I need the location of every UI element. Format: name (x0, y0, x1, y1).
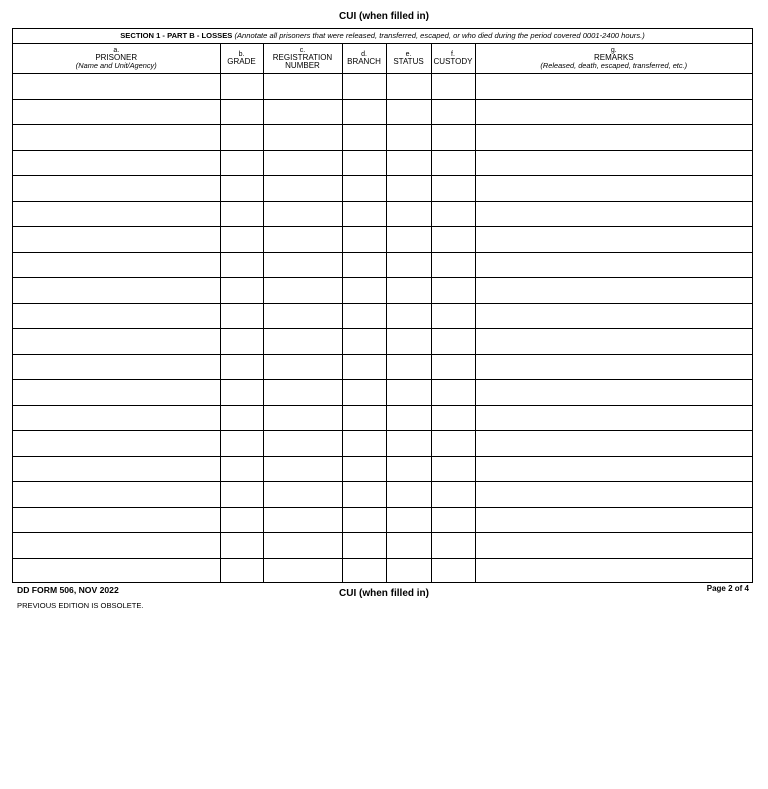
cell-remarks[interactable] (475, 354, 752, 380)
cell-prisoner[interactable] (13, 176, 220, 202)
cell-branch[interactable] (342, 278, 386, 304)
cell-remarks[interactable] (475, 252, 752, 278)
column-letter: f. (451, 50, 455, 58)
cell-custody[interactable] (431, 303, 475, 329)
cell-registration-number[interactable] (263, 150, 342, 176)
cell-branch[interactable] (342, 380, 386, 406)
column-letter: g. (610, 46, 617, 54)
cell-prisoner[interactable] (13, 558, 220, 583)
cell-registration-number[interactable] (263, 482, 342, 508)
table-row (13, 278, 752, 304)
cell-remarks[interactable] (475, 431, 752, 457)
cell-registration-number[interactable] (263, 431, 342, 457)
column-grade (220, 44, 263, 74)
cell-remarks[interactable] (475, 558, 752, 583)
cell-registration-number[interactable] (263, 456, 342, 482)
cell-prisoner[interactable] (13, 150, 220, 176)
cell-custody[interactable] (431, 558, 475, 583)
cell-prisoner[interactable] (13, 227, 220, 253)
table-row (13, 533, 752, 559)
cell-registration-number[interactable] (263, 227, 342, 253)
column-registration-number (263, 44, 342, 74)
table-row (13, 354, 752, 380)
cell-branch[interactable] (342, 354, 386, 380)
cell-custody[interactable] (431, 507, 475, 533)
table-row (13, 558, 752, 583)
cell-custody[interactable] (431, 533, 475, 559)
cell-registration-number[interactable] (263, 201, 342, 227)
cell-prisoner[interactable] (13, 278, 220, 304)
cell-registration-number[interactable] (263, 278, 342, 304)
cell-prisoner[interactable] (13, 482, 220, 508)
cell-grade[interactable] (220, 482, 263, 508)
cell-grade[interactable] (220, 405, 263, 431)
table-row (13, 405, 752, 431)
cell-custody[interactable] (431, 74, 475, 100)
column-letter: b. (238, 50, 245, 58)
cell-registration-number[interactable] (263, 303, 342, 329)
column-label: REMARKS (593, 52, 634, 62)
cell-registration-number[interactable] (263, 533, 342, 559)
cell-prisoner[interactable] (13, 303, 220, 329)
cell-prisoner[interactable] (13, 201, 220, 227)
cell-prisoner[interactable] (13, 380, 220, 406)
column-letter: e. (405, 50, 412, 58)
cell-status[interactable] (386, 405, 431, 431)
cell-grade[interactable] (220, 380, 263, 406)
cell-branch[interactable] (342, 150, 386, 176)
cell-status[interactable] (386, 99, 431, 125)
cell-status[interactable] (386, 558, 431, 583)
cell-grade[interactable] (220, 329, 263, 355)
cell-status[interactable] (386, 176, 431, 202)
cell-prisoner[interactable] (13, 431, 220, 457)
cell-status[interactable] (386, 74, 431, 100)
cell-remarks[interactable] (475, 303, 752, 329)
cell-prisoner[interactable] (13, 74, 220, 100)
column-label: BRANCH (347, 56, 381, 66)
cell-branch[interactable] (342, 303, 386, 329)
cell-branch[interactable] (342, 74, 386, 100)
table-row (13, 252, 752, 278)
cell-registration-number[interactable] (263, 354, 342, 380)
column-label: PRISONER (95, 52, 138, 62)
table-row (13, 176, 752, 202)
cell-registration-number[interactable] (263, 405, 342, 431)
cell-status[interactable] (386, 329, 431, 355)
table-row (13, 74, 752, 100)
cell-branch[interactable] (342, 99, 386, 125)
cell-branch[interactable] (342, 125, 386, 151)
cell-custody[interactable] (431, 201, 475, 227)
column-custody (431, 44, 475, 74)
losses-table (13, 44, 752, 583)
cell-branch[interactable] (342, 329, 386, 355)
cell-status[interactable] (386, 507, 431, 533)
cell-branch[interactable] (342, 176, 386, 202)
header-row (13, 44, 752, 74)
cell-remarks[interactable] (475, 99, 752, 125)
cell-grade[interactable] (220, 431, 263, 457)
cui-header: CUI (when filled in) (339, 11, 429, 22)
cell-status[interactable] (386, 380, 431, 406)
cell-remarks[interactable] (475, 227, 752, 253)
form-id: DD FORM 506, NOV 2022 (17, 585, 119, 595)
section-title-label: SECTION 1 - PART B - LOSSES (120, 31, 233, 40)
cell-grade[interactable] (220, 125, 263, 151)
cell-grade[interactable] (220, 227, 263, 253)
table-row (13, 303, 752, 329)
cell-remarks[interactable] (475, 507, 752, 533)
column-branch (342, 44, 386, 74)
cell-grade[interactable] (220, 303, 263, 329)
cell-registration-number[interactable] (263, 125, 342, 151)
cell-branch[interactable] (342, 533, 386, 559)
table-row (13, 482, 752, 508)
cell-remarks[interactable] (475, 176, 752, 202)
cell-grade[interactable] (220, 354, 263, 380)
cell-status[interactable] (386, 252, 431, 278)
cell-registration-number[interactable] (263, 252, 342, 278)
table-row (13, 150, 752, 176)
column-prisoner (13, 44, 220, 74)
cell-custody[interactable] (431, 482, 475, 508)
column-status (386, 44, 431, 74)
cell-status[interactable] (386, 278, 431, 304)
table-row (13, 380, 752, 406)
cell-status[interactable] (386, 150, 431, 176)
column-sublabel: (Released, death, escaped, transferred, etc.) (540, 61, 688, 70)
column-label: CUSTODY (433, 56, 473, 66)
table-body (13, 74, 752, 584)
cell-prisoner[interactable] (13, 354, 220, 380)
cell-custody[interactable] (431, 431, 475, 457)
losses-form (12, 28, 753, 583)
cell-custody[interactable] (431, 99, 475, 125)
table-row (13, 329, 752, 355)
table-row (13, 456, 752, 482)
cell-status[interactable] (386, 227, 431, 253)
cell-branch[interactable] (342, 507, 386, 533)
cell-status[interactable] (386, 482, 431, 508)
cell-branch[interactable] (342, 482, 386, 508)
column-label: GRADE (227, 56, 256, 66)
cell-status[interactable] (386, 431, 431, 457)
cell-registration-number[interactable] (263, 74, 342, 100)
cell-grade[interactable] (220, 456, 263, 482)
column-label: STATUS (393, 56, 424, 66)
column-letter: a. (113, 46, 120, 54)
cell-prisoner[interactable] (13, 456, 220, 482)
cell-remarks[interactable] (475, 380, 752, 406)
table-row (13, 201, 752, 227)
cell-grade[interactable] (220, 278, 263, 304)
table-row (13, 431, 752, 457)
column-letter: c. (299, 46, 306, 54)
table-row (13, 99, 752, 125)
cell-grade[interactable] (220, 533, 263, 559)
cell-custody[interactable] (431, 150, 475, 176)
cell-prisoner[interactable] (13, 533, 220, 559)
cell-prisoner[interactable] (13, 99, 220, 125)
cell-status[interactable] (386, 125, 431, 151)
column-label: REGISTRATION NUMBER (272, 52, 333, 70)
cell-remarks[interactable] (475, 482, 752, 508)
cell-registration-number[interactable] (263, 380, 342, 406)
table-row (13, 125, 752, 151)
cell-registration-number[interactable] (263, 176, 342, 202)
cell-grade[interactable] (220, 252, 263, 278)
cell-custody[interactable] (431, 354, 475, 380)
cell-remarks[interactable] (475, 201, 752, 227)
cell-branch[interactable] (342, 558, 386, 583)
cell-remarks[interactable] (475, 150, 752, 176)
cell-prisoner[interactable] (13, 329, 220, 355)
cell-registration-number[interactable] (263, 558, 342, 583)
cell-status[interactable] (386, 533, 431, 559)
cell-grade[interactable] (220, 507, 263, 533)
cell-remarks[interactable] (475, 533, 752, 559)
cell-prisoner[interactable] (13, 507, 220, 533)
cui-footer: CUI (when filled in) (339, 588, 429, 599)
cell-custody[interactable] (431, 456, 475, 482)
cell-grade[interactable] (220, 201, 263, 227)
edition-note: PREVIOUS EDITION IS OBSOLETE. (17, 601, 144, 610)
cell-registration-number[interactable] (263, 329, 342, 355)
cell-branch[interactable] (342, 227, 386, 253)
cell-grade[interactable] (220, 558, 263, 583)
section-instruction: (Annotate all prisoners that were released, transferred, escaped, or who died during the period covered 0001-2400 hours.) (234, 31, 645, 40)
cell-status[interactable] (386, 354, 431, 380)
cell-grade[interactable] (220, 99, 263, 125)
cell-status[interactable] (386, 201, 431, 227)
cell-custody[interactable] (431, 405, 475, 431)
cell-prisoner[interactable] (13, 125, 220, 151)
cell-prisoner[interactable] (13, 252, 220, 278)
cell-grade[interactable] (220, 150, 263, 176)
cell-custody[interactable] (431, 252, 475, 278)
cell-custody[interactable] (431, 176, 475, 202)
cell-remarks[interactable] (475, 456, 752, 482)
cell-branch[interactable] (342, 201, 386, 227)
page-number: Page 2 of 4 (706, 584, 749, 593)
cell-branch[interactable] (342, 456, 386, 482)
cell-status[interactable] (386, 456, 431, 482)
cell-registration-number[interactable] (263, 99, 342, 125)
cell-prisoner[interactable] (13, 405, 220, 431)
table-row (13, 507, 752, 533)
cell-remarks[interactable] (475, 74, 752, 100)
cell-registration-number[interactable] (263, 507, 342, 533)
table-row (13, 227, 752, 253)
cell-remarks[interactable] (475, 125, 752, 151)
cell-grade[interactable] (220, 74, 263, 100)
cell-remarks[interactable] (475, 329, 752, 355)
cell-custody[interactable] (431, 329, 475, 355)
column-letter: d. (361, 50, 367, 58)
cell-branch[interactable] (342, 405, 386, 431)
cell-remarks[interactable] (475, 278, 752, 304)
cell-custody[interactable] (431, 227, 475, 253)
cell-status[interactable] (386, 303, 431, 329)
column-remarks (475, 44, 752, 74)
cell-remarks[interactable] (475, 405, 752, 431)
section-title (13, 29, 752, 44)
cell-grade[interactable] (220, 176, 263, 202)
column-sublabel: (Name and Unit/Agency) (75, 61, 157, 70)
cell-branch[interactable] (342, 252, 386, 278)
cell-custody[interactable] (431, 380, 475, 406)
cell-custody[interactable] (431, 125, 475, 151)
cell-branch[interactable] (342, 431, 386, 457)
cell-custody[interactable] (431, 278, 475, 304)
